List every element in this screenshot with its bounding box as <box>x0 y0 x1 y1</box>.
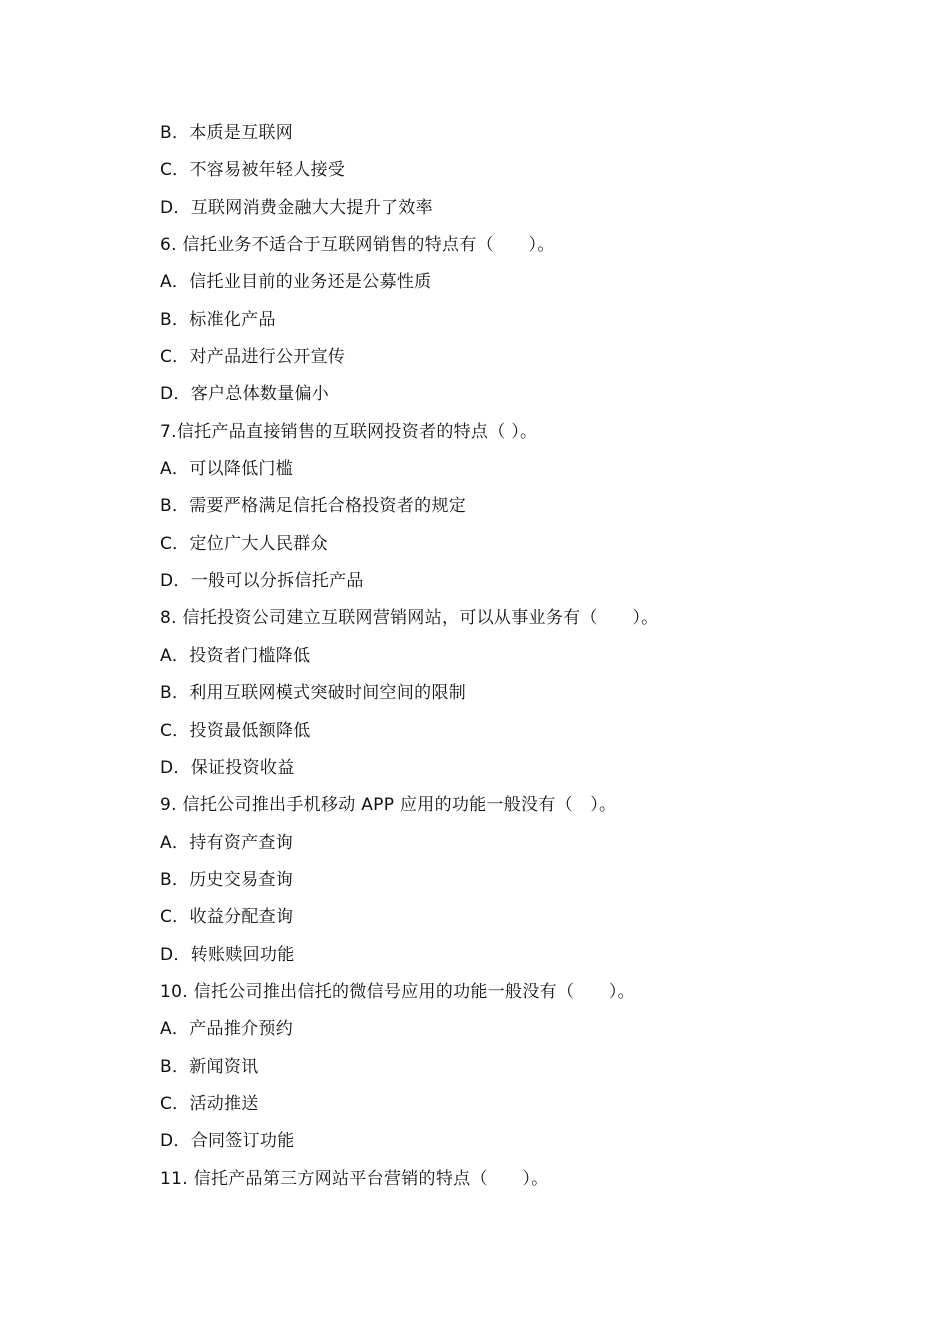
option-9a: A．持有资产查询 <box>160 832 294 853</box>
option-5c: C．不容易被年轻人接受 <box>160 160 346 181</box>
option-9b: B．历史交易查询 <box>160 869 294 890</box>
option-6b: B．标准化产品 <box>160 309 276 330</box>
option-5b: B．本质是互联网 <box>160 123 294 143</box>
document-body <box>160 115 880 1198</box>
option-9c: C．收益分配查询 <box>160 907 294 928</box>
option-10b: B．新闻资讯 <box>160 1056 259 1077</box>
option-9d: D．转账赎回功能 <box>160 944 295 965</box>
option-7c: C．定位广大人民群众 <box>160 533 328 554</box>
question-9: 9. 信托公司推出手机移动 APP 应用的功能一般没有（ ）。 <box>160 795 617 816</box>
option-6c: C．对产品进行公开宣传 <box>160 347 346 368</box>
option-10c: C．活动推送 <box>160 1093 259 1114</box>
question-11: 11. 信托产品第三方网站平台营销的特点（ ）。 <box>160 1168 549 1189</box>
option-6a: A．信托业目前的业务还是公募性质 <box>160 272 432 293</box>
option-8b: B．利用互联网模式突破时间空间的限制 <box>160 683 467 704</box>
question-7: 7.信托产品直接销售的互联网投资者的特点（ ）。 <box>160 421 538 442</box>
option-10d: D．合同签订功能 <box>160 1131 295 1152</box>
question-10: 10. 信托公司推出信托的微信号应用的功能一般没有（ ）。 <box>160 981 635 1002</box>
question-6: 6. 信托业务不适合于互联网销售的特点有（ ）。 <box>160 235 555 256</box>
option-7d: D．一般可以分拆信托产品 <box>160 571 364 592</box>
option-7a: A．可以降低门槛 <box>160 459 294 480</box>
option-8d: D．保证投资收益 <box>160 757 295 778</box>
option-6d: D．客户总体数量偏小 <box>160 384 330 405</box>
question-8: 8. 信托投资公司建立互联网营销网站，可以从事业务有（ ）。 <box>160 608 659 629</box>
option-8c: C．投资最低额降低 <box>160 720 311 741</box>
option-10a: A．产品推介预约 <box>160 1019 294 1040</box>
option-5d: D．互联网消费金融大大提升了效率 <box>160 197 433 218</box>
option-8a: A．投资者门槛降低 <box>160 645 311 666</box>
option-7b: B．需要严格满足信托合格投资者的规定 <box>160 496 467 517</box>
